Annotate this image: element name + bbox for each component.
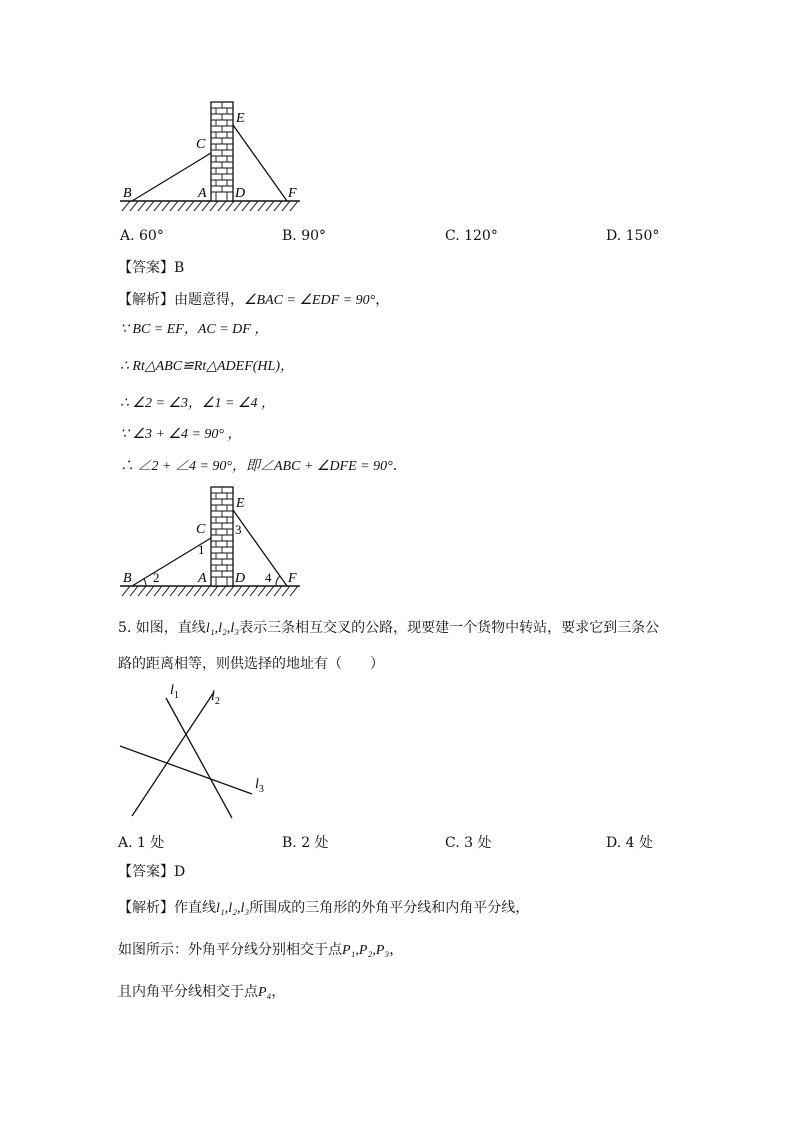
angle-arc-4 (276, 576, 280, 586)
analysis-q4-line4: ∴ ∠2 = ∠3，∠1 = ∠4 ， (120, 396, 276, 411)
option-a-q5[interactable]: A. 1 处 (118, 835, 165, 851)
angle-label-3: 3 (235, 522, 242, 537)
label-D: D (235, 186, 246, 201)
label-E: E (236, 496, 245, 511)
q5-stem-math: l₁,l₂,l₃ (205, 621, 240, 636)
option-b-q4[interactable]: B. 90° (282, 228, 327, 244)
label-l3: $l_3$ (255, 777, 264, 795)
q5-stem-line1 (118, 618, 659, 639)
label-C: C (196, 522, 206, 537)
label-B: B (123, 186, 132, 201)
analysis-q4-line5: ∵ ∠3 + ∠4 = 90° ， (120, 427, 242, 442)
figure-wall-ladders-svg (110, 95, 310, 220)
answer-tag: 【答案】 (118, 260, 174, 276)
analysis-tag: 【解析】 (118, 292, 174, 308)
label-l2: $l_2$ (211, 689, 220, 707)
q5-stem-a: 5. 如图，直线 (118, 620, 206, 636)
option-b-q5[interactable]: B. 2 处 (282, 835, 329, 851)
analysis-q5-line3 (118, 982, 285, 1003)
q5-stem-line2: 路的距离相等，则供选择的地址有（ ） (118, 656, 384, 672)
analysis-q5-line2 (118, 940, 403, 961)
label-A: A (198, 571, 207, 586)
analysis-q5-line1 (118, 898, 529, 919)
analysis-q4-line6 (120, 456, 407, 477)
analysis-q5-l2b: ， (389, 942, 404, 958)
analysis-q5-l3-math: P₄ (258, 985, 272, 1000)
label-F: F (288, 571, 297, 586)
analysis-q4-line1 (118, 290, 389, 311)
answer-q4 (118, 258, 184, 278)
label-l1: $l_1$ (170, 683, 179, 701)
figure-three-lines (110, 680, 280, 825)
option-d-q5[interactable]: D. 4 处 (606, 835, 653, 851)
label-B: B (123, 571, 132, 586)
label-D: D (235, 571, 246, 586)
analysis-line6-a: ∴ ∠2 + ∠4 = 90°，即 (120, 459, 260, 474)
brick-wall (211, 102, 233, 201)
analysis-q5-l1-math: l₁,l₂,l₃ (216, 901, 250, 916)
analysis-q5-l1b: 所围成的三角形的外角平分线和内角平分线， (249, 900, 530, 916)
angle-label-1: 1 (198, 542, 205, 557)
figure-three-lines-svg (110, 680, 280, 825)
analysis-q5-l3b: ， (271, 984, 286, 1000)
analysis-q5-l3a: 且内角平分线相交于点 (118, 984, 258, 1000)
label-F: F (288, 186, 297, 201)
analysis-intro: 由题意得， (174, 292, 244, 308)
analysis-q5-l2a: 如图所示：外角平分线分别相交于点 (118, 942, 342, 958)
answer-value: B (174, 260, 185, 276)
option-a-q4[interactable]: A. 60° (120, 228, 164, 244)
angle-arc-2 (144, 579, 146, 586)
q5-stem-b: 表示三条相互交叉的公路，现要建一个货物中转站，要求它到三条公 (239, 620, 660, 636)
line-l1 (166, 698, 232, 818)
answer-value: D (174, 864, 186, 880)
figure-wall-ladders (110, 95, 310, 220)
analysis-line6-c: ． (392, 458, 407, 474)
option-c-q4[interactable]: C. 120° (445, 228, 498, 244)
analysis-line6-b: ∠ABC + ∠DFE = 90° (260, 459, 393, 474)
line-l3 (120, 746, 252, 794)
ground-hatching (122, 201, 298, 211)
analysis-q5-l1a: 作直线 (174, 900, 216, 916)
analysis-math-1: ∠BAC = ∠EDF = 90° (244, 293, 376, 308)
answer-q5 (118, 862, 185, 882)
analysis-q5-l2-math: P₁,P₂,P₃ (342, 943, 390, 958)
analysis-tag: 【解析】 (118, 900, 174, 916)
analysis-q4-line2: ∵ BC = EF，AC = DF ， (120, 322, 269, 337)
analysis-q4-line3: ∴ Rt△ABC≌Rt△ADEF(HL)， (120, 359, 294, 374)
label-E: E (236, 111, 245, 126)
figure-wall-ladders-angles-svg (110, 482, 310, 607)
answer-tag: 【答案】 (118, 864, 174, 880)
figure-wall-ladders-angles (110, 482, 310, 607)
label-A: A (198, 186, 207, 201)
option-c-q5[interactable]: C. 3 处 (445, 835, 492, 851)
option-d-q4[interactable]: D. 150° (606, 228, 660, 244)
angle-label-2: 2 (153, 570, 160, 585)
angle-label-4: 4 (265, 570, 272, 585)
analysis-punct-1: ， (375, 292, 390, 308)
label-C: C (196, 137, 206, 152)
